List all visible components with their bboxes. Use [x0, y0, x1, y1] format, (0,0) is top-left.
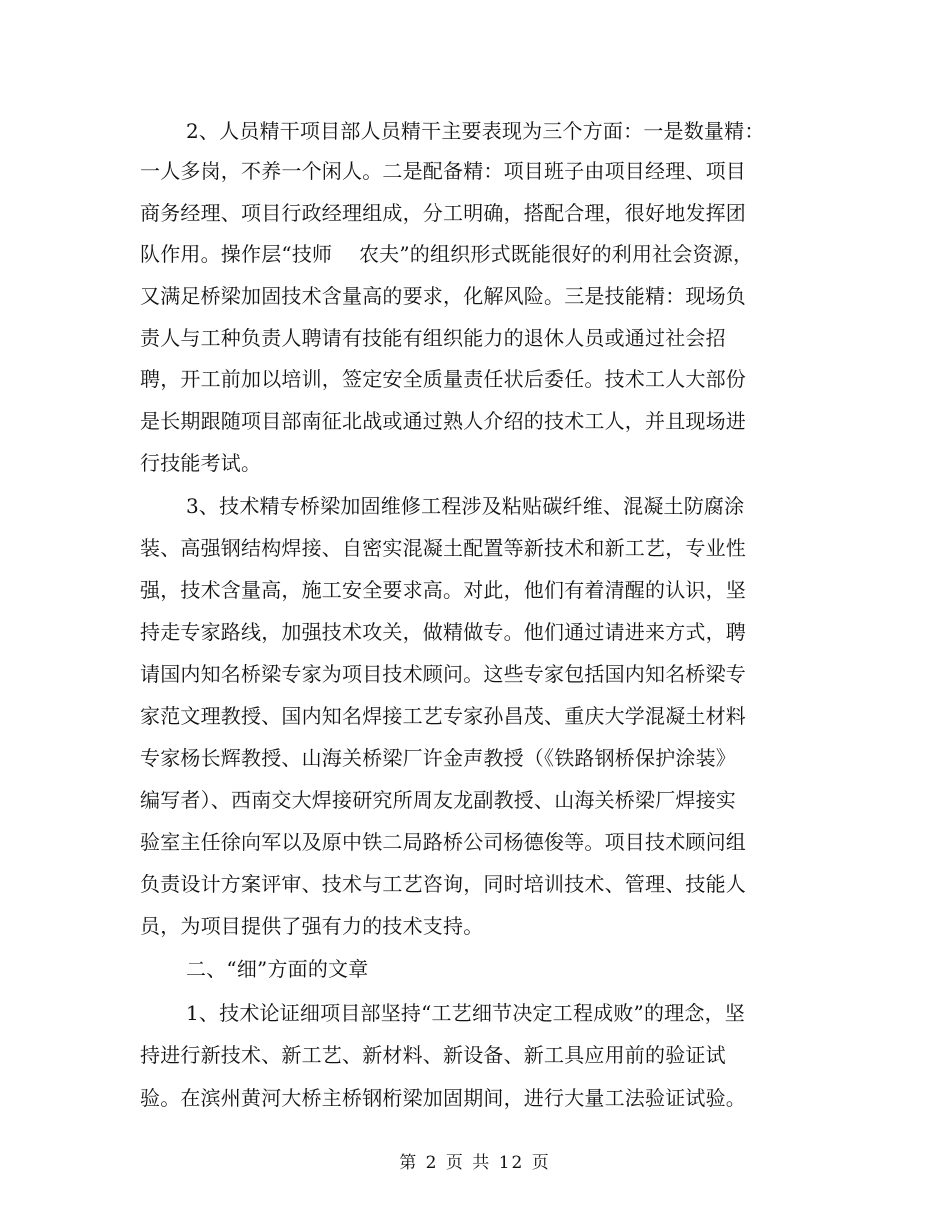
paragraph-line: 持进行新技术、新工艺、新材料、新设备、新工具应用前的验证试 [140, 1043, 726, 1067]
paragraph-line: 又满足桥梁加固技术含量高的要求，化解风险。三是技能精：现场负 [140, 284, 746, 308]
section-heading: 二、“细”方面的文章 [186, 957, 369, 981]
paragraph-line: 行技能考试。 [140, 451, 262, 475]
paragraph-line: 验。在滨州黄河大桥主桥钢桁梁加固期间，进行大量工法验证试验。 [140, 1086, 746, 1110]
page-footer: 第 2 页 共 12 页 [399, 1153, 551, 1173]
paragraph-line: 商务经理、项目行政经理组成，分工明确，搭配合理，很好地发挥团 [140, 201, 746, 225]
paragraph-line: 3、技术精专桥梁加固维修工程涉及粘贴碳纤维、混凝土防腐涂 [186, 494, 745, 518]
paragraph-line: 员，为项目提供了强有力的技术支持。 [140, 914, 484, 938]
paragraph-line: 负责设计方案评审、技术与工艺咨询，同时培训技术、管理、技能人 [140, 872, 746, 896]
paragraph-line: 请国内知名桥梁专家为项目技术顾问。这些专家包括国内知名桥梁专 [140, 662, 746, 686]
paragraph-line: 编写者）、西南交大焊接研究所周友龙副教授、山海关桥梁厂焊接实 [140, 788, 736, 812]
paragraph-line: 验室主任徐向军以及原中铁二局路桥公司杨德俊等。项目技术顾问组 [140, 830, 746, 854]
paragraph-line: 装、高强钢结构焊接、自密实混凝土配置等新技术和新工艺，专业性 [140, 536, 746, 560]
paragraph-line: 聘，开工前加以培训，签定安全质量责任状后委任。技术工人大部份 [140, 367, 746, 391]
paragraph-line: 是长期跟随项目部南征北战或通过熟人介绍的技术工人，并且现场进 [140, 409, 746, 433]
paragraph-line: 队作用。操作层“技师 农夫”的组织形式既能很好的利用社会资源， [140, 242, 754, 266]
paragraph-line: 2、人员精干项目部人员精干主要表现为三个方面：一是数量精： [186, 119, 765, 143]
paragraph-line: 持走专家路线，加强技术攻关，做精做专。他们通过请进来方式，聘 [140, 620, 746, 644]
paragraph-line: 责人与工种负责人聘请有技能有组织能力的退休人员或通过社会招 [140, 326, 726, 350]
paragraph-line: 1、技术论证细项目部坚持“工艺细节决定工程成败”的理念，坚 [186, 1001, 745, 1025]
paragraph-line: 一人多岗，不养一个闲人。二是配备精：项目班子由项目经理、项目 [140, 159, 746, 183]
paragraph-line: 专家杨长辉教授、山海关桥梁厂许金声教授（《铁路钢桥保护涂装》 [140, 746, 736, 770]
paragraph-line: 家范文理教授、国内知名焊接工艺专家孙昌茂、重庆大学混凝土材料 [140, 704, 746, 728]
paragraph-line: 强，技术含量高，施工安全要求高。对此，他们有着清醒的认识，坚 [140, 578, 746, 602]
